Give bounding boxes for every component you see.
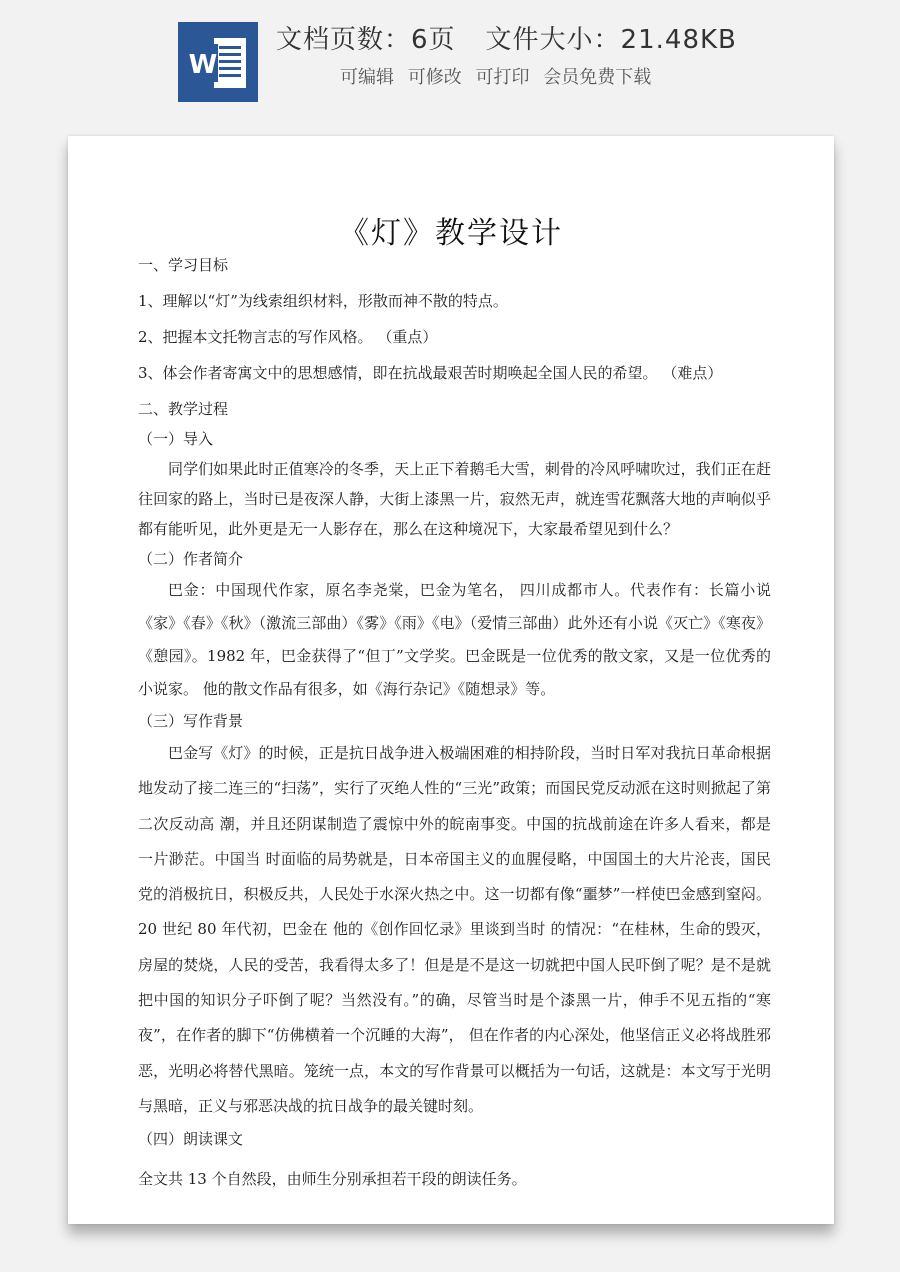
download-header [0,0,900,120]
paragraph: 巴金：中国现代作家，原名李尧棠，巴金为笔名， 四川成都市人。代表作有：长篇小说《家》《春》《秋》（激流三部曲）《雾》《雨》《电》（爱情三部曲）此外还有小说《灭亡》《寒夜》《憩园》。1982 年，巴金获得了“但丁”文学奖。巴金既是一位优秀的散文家，又是一位优秀的小说家。 他的散文作品有很多，如《海行杂记》《随想录》等。 [138,581,771,698]
objective-item: 2、把握本文托物言志的写作风格。 （重点） [138,328,438,346]
objective-item: 1、理解以“灯”为线索组织材料，形散而神不散的特点。 [138,292,508,310]
section-heading: 二、教学过程 [138,400,229,418]
permission-member-download: 会员免费下载 [543,67,652,88]
document-meta [276,20,876,60]
section-heading: 一、学习目标 [138,256,229,274]
document-page [68,136,834,1224]
file-size: 文件大小：21.48KB [485,25,737,55]
document-title: 《灯》教学设计 [339,216,563,251]
subsection-heading: （一）导入 [138,430,214,448]
subsection-heading: （四）朗读课文 [138,1130,244,1149]
paragraph: 巴金写《灯》的时候，正是抗日战争进入极端困难的相持阶段，当时日军对我抗日革命根据地发动了接二连三的“扫荡”，实行了灭绝人性的“三光”政策；而国民党反动派在这时则掀起了第二次反动高 潮，并且还阴谋制造了震惊中外的皖南事变。中国的抗战前途在许多人看来，都是一片渺茫。中国当 时面临的局势就是，日本帝国主义的血腥侵略，中国国土的大片沦丧，国民党的消极抗日，积极反共，人民处于水深火热之中。这一切都有像“噩梦”一样使巴金感到窒闷。20 世纪 80 年代初，巴金在 他的《创作回忆录》里谈到当时 的情况：“在桂林，生命的毁灭，房屋的焚烧，人民的受苦，我看得太多了！但是是不是这一切就把中国人民吓倒了呢？是不是就把中国的知识分子吓倒了呢？当然没有。”的确，尽管当时是个漆黑一片，伸手不见五指的“寒夜”，在作者的脚下“仿佛横着一个沉睡的大海”， 但在作者的内心深处，他坚信正义必将战胜邪恶，光明必将替代黑暗。笼统一点，本文的写作背景可以概括为一句话，这就是：本文写于光明与黑暗，正义与邪恶决战的抗日战争的最关键时刻。 [138,744,771,1115]
permission-list [276,64,876,92]
subsection-heading: （二）作者简介 [138,550,244,568]
word-document-icon [178,22,258,102]
permission-editable: 可编辑 [340,67,394,88]
document-body [138,250,771,1194]
paragraph: 全文共 13 个自然段，由师生分别承担若干段的朗读任务。 [138,1170,527,1189]
objective-item: 3、体会作者寄寓文中的思想感情，即在抗战最艰苦时期唤起全国人民的希望。 （难点） [138,364,723,382]
paragraph: 同学们如果此时正值寒冷的冬季，天上正下着鹅毛大雪，刺骨的冷风呼啸吹过，我们正在赶往回家的路上，当时已是夜深人静，大街上漆黑一片，寂然无声，就连雪花飘落大地的声响似乎都有能听见，此外更是无一人影存在，那么在这种境况下，大家最希望见到什么？ [138,460,771,538]
subsection-heading: （三）写作背景 [138,712,244,730]
permission-modifiable: 可修改 [407,67,462,88]
page-count: 文档页数：6页 [276,25,456,55]
svg-text:W: W [188,50,218,80]
permission-printable: 可打印 [475,67,530,88]
